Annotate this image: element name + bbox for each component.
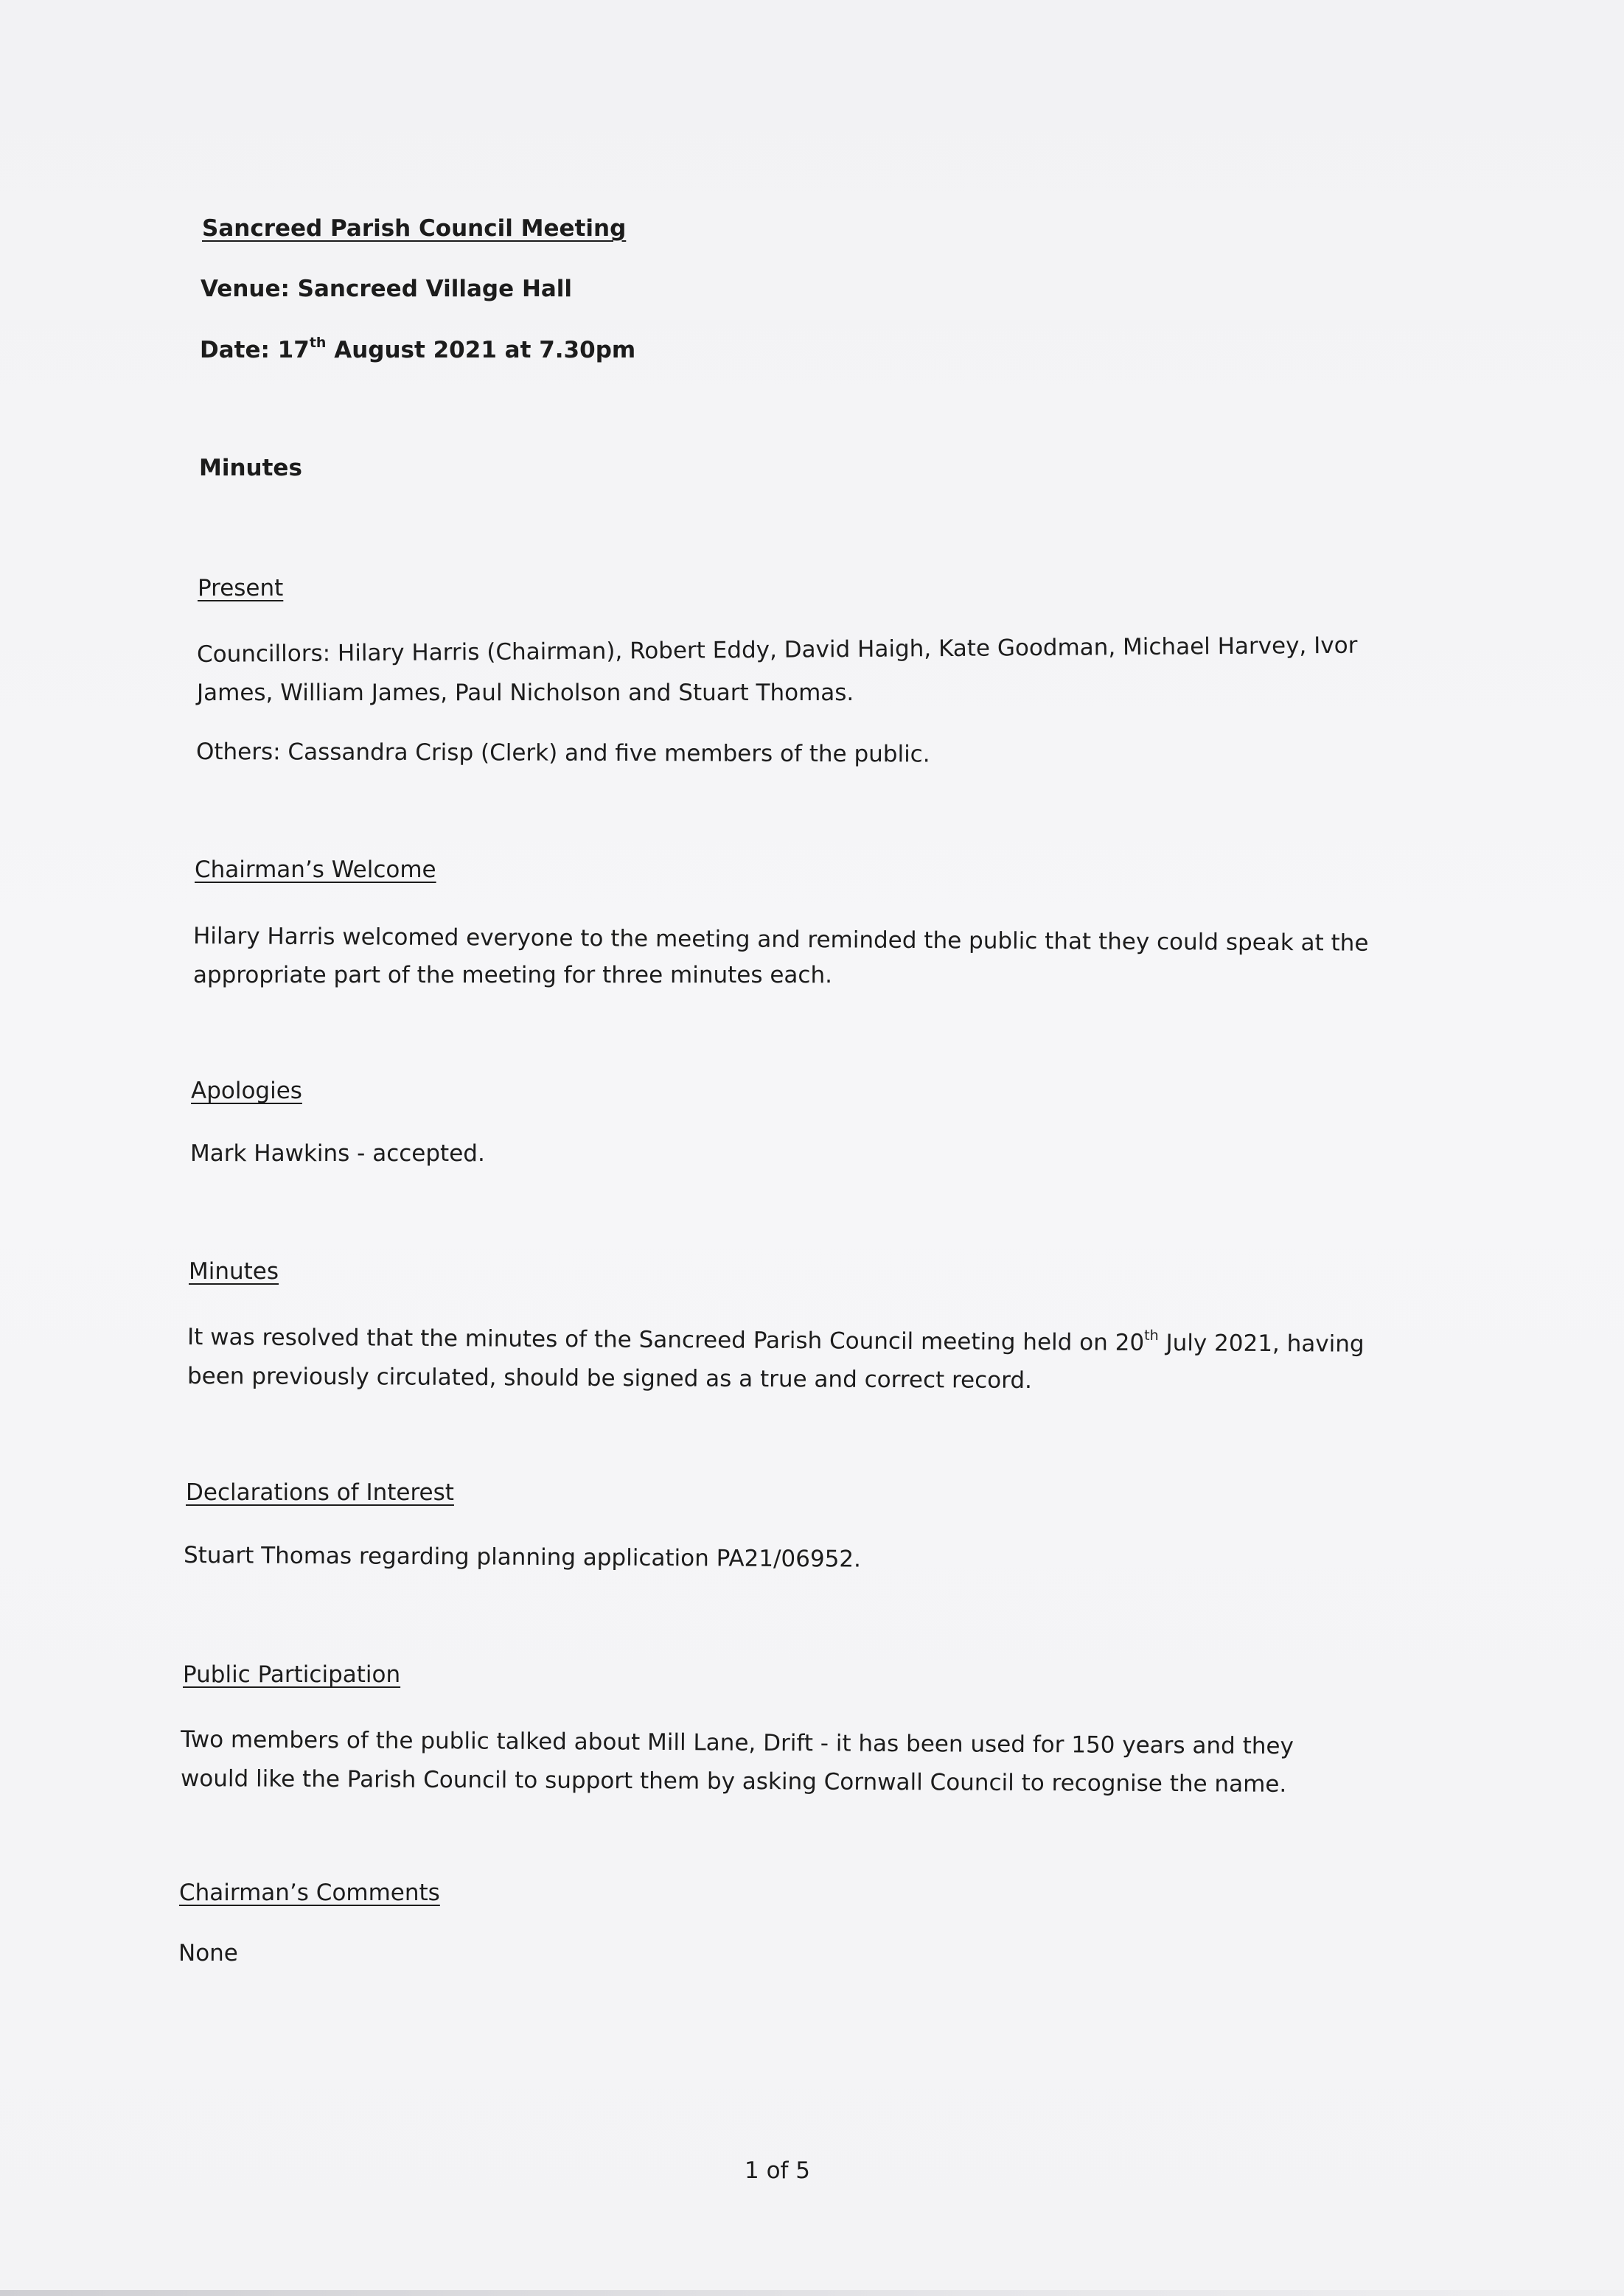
minutes-line-1-suffix: July 2021, having (1158, 1330, 1365, 1358)
present-councillors-line-2: James, William James, Paul Nicholson and Stuart Thomas. (197, 680, 854, 706)
apologies-heading: Apologies (191, 1078, 302, 1104)
participation-line-2: would like the Parish Council to support them by asking Cornwall Council to recognise the name. (180, 1765, 1287, 1798)
minutes-line-2: been previously circulated, should be signed as a true and correct record. (187, 1363, 1033, 1394)
welcome-line-1: Hilary Harris welcomed everyone to the meeting and reminded the public that they could speak at the (192, 923, 1369, 957)
scan-edge (0, 2290, 1624, 2296)
welcome-line-2: appropriate part of the meeting for three minutes each. (193, 962, 832, 988)
declarations-heading: Declarations of Interest (186, 1479, 454, 1506)
present-heading: Present (198, 575, 284, 601)
minutes-line-1-prefix: It was resolved that the minutes of the Sancreed Parish Council meeting held on 20 (187, 1324, 1145, 1356)
meeting-title: Sancreed Parish Council Meeting (202, 215, 627, 242)
date-ordinal: th (309, 334, 327, 351)
date-prefix: Date: 17 (200, 337, 310, 363)
venue-line: Venue: Sancreed Village Hall (201, 276, 573, 302)
minutes-ordinal: th (1144, 1327, 1159, 1344)
comments-heading: Chairman’s Comments (179, 1880, 440, 1906)
apologies-text: Mark Hawkins - accepted. (190, 1140, 485, 1167)
page-number: 1 of 5 (745, 2157, 811, 2184)
minutes-section-heading: Minutes (189, 1258, 279, 1285)
present-others: Others: Cassandra Crisp (Clerk) and five members of the public. (195, 739, 930, 768)
participation-heading: Public Participation (183, 1661, 401, 1688)
welcome-heading: Chairman’s Welcome (195, 856, 436, 883)
minutes-line-1 (187, 1322, 1365, 1359)
date-line (200, 335, 635, 365)
present-councillors-line-1: Councillors: Hilary Harris (Chairman), Robert Eddy, David Haigh, Kate Goodman, Michael Harvey, Ivor (196, 632, 1358, 668)
participation-line-1: Two members of the public talked about Mill Lane, Drift - it has been used for 150 years and they (180, 1726, 1294, 1760)
date-suffix: August 2021 at 7.30pm (326, 337, 636, 363)
minutes-heading: Minutes (199, 455, 302, 481)
comments-text: None (178, 1940, 238, 1967)
declarations-text: Stuart Thomas regarding planning application PA21/06952. (183, 1542, 862, 1573)
